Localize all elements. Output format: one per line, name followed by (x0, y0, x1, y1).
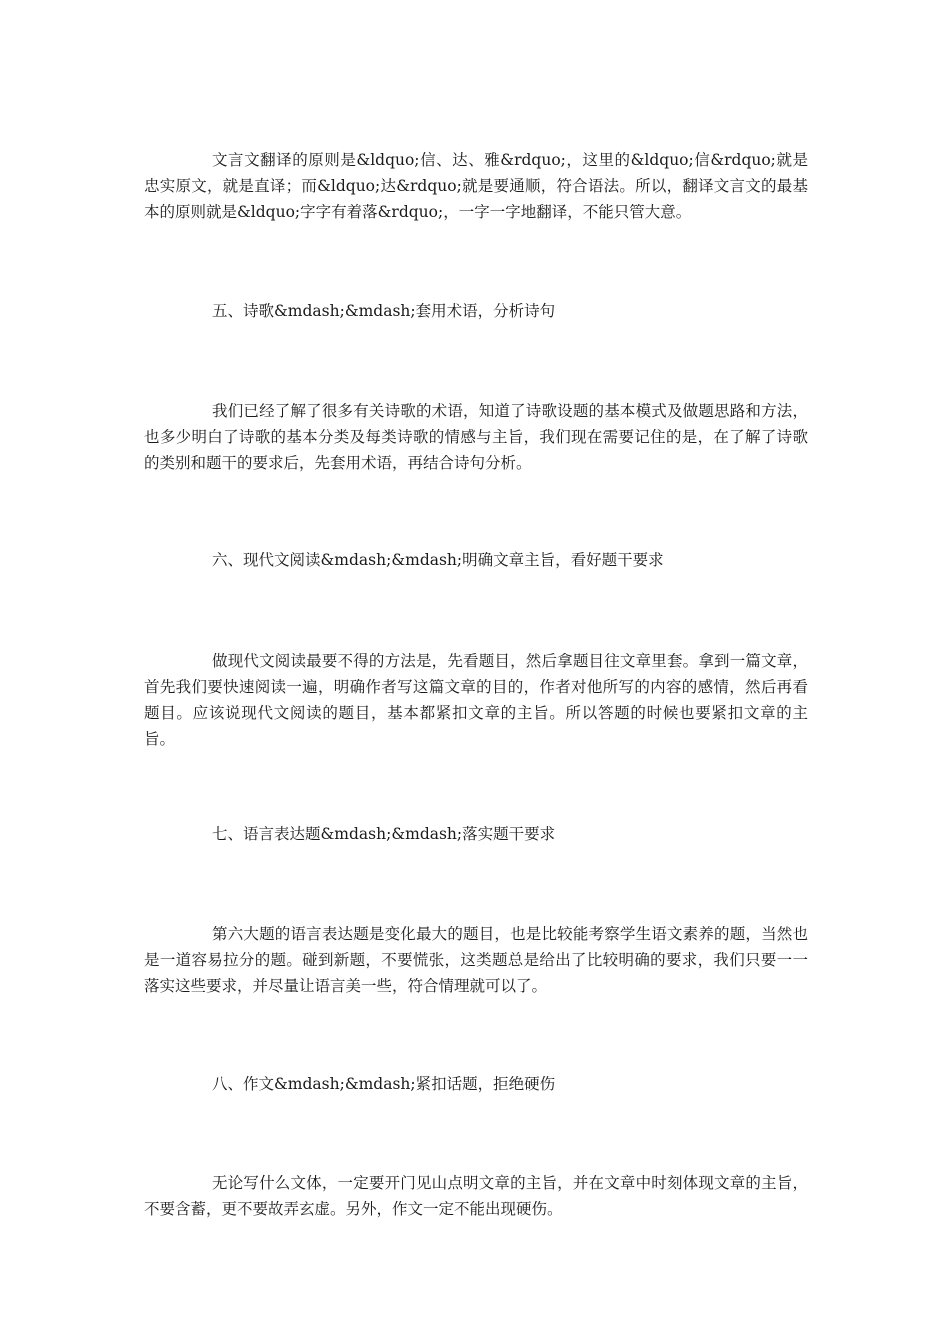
heading-poetry: 五、诗歌&mdash;&mdash;套用术语，分析诗句 (212, 302, 556, 320)
paragraph-composition: 无论写什么文体，一定要开门见山点明文章的主旨，并在文章中时刻体现文章的主旨，不要含蓄，更不要故弄玄虚。另外，作文一定不能出现硬伤。 (144, 1174, 808, 1218)
heading-language-expression: 七、语言表达题&mdash;&mdash;落实题干要求 (212, 825, 556, 843)
paragraph-translation-principle: 文言文翻译的原则是&ldquo;信、达、雅&rdquo;，这里的&ldquo;信&rdquo;就是忠实原文，就是直译；而&ldquo;达&rdquo;就是要通顺，符合语法。所以，翻译文言文的最基本的原则就是&ldquo;字字有着落&rdquo;，一字一字地翻译，不能只管大意。 (144, 151, 808, 221)
heading-composition: 八、作文&mdash;&mdash;紧扣话题，拒绝硬伤 (212, 1075, 556, 1093)
paragraph-language-expression: 第六大题的语言表达题是变化最大的题目，也是比较能考察学生语文素养的题，当然也是一道容易拉分的题。碰到新题，不要慌张，这类题总是给出了比较明确的要求，我们只要一一落实这些要求，并尽量让语言美一些，符合情理就可以了。 (144, 925, 808, 995)
paragraph-poetry: 我们已经了解了很多有关诗歌的术语，知道了诗歌设题的基本模式及做题思路和方法，也多少明白了诗歌的基本分类及每类诗歌的情感与主旨，我们现在需要记住的是，在了解了诗歌的类别和题干的要求后，先套用术语，再结合诗句分析。 (144, 402, 808, 472)
paragraph-modern-reading: 做现代文阅读最要不得的方法是，先看题目，然后拿题目往文章里套。拿到一篇文章，首先我们要快速阅读一遍，明确作者写这篇文章的目的，作者对他所写的内容的感情，然后再看题目。应该说现代文阅读的题目，基本都紧扣文章的主旨。所以答题的时候也要紧扣文章的主旨。 (144, 652, 808, 748)
heading-modern-reading: 六、现代文阅读&mdash;&mdash;明确文章主旨，看好题干要求 (212, 551, 664, 569)
